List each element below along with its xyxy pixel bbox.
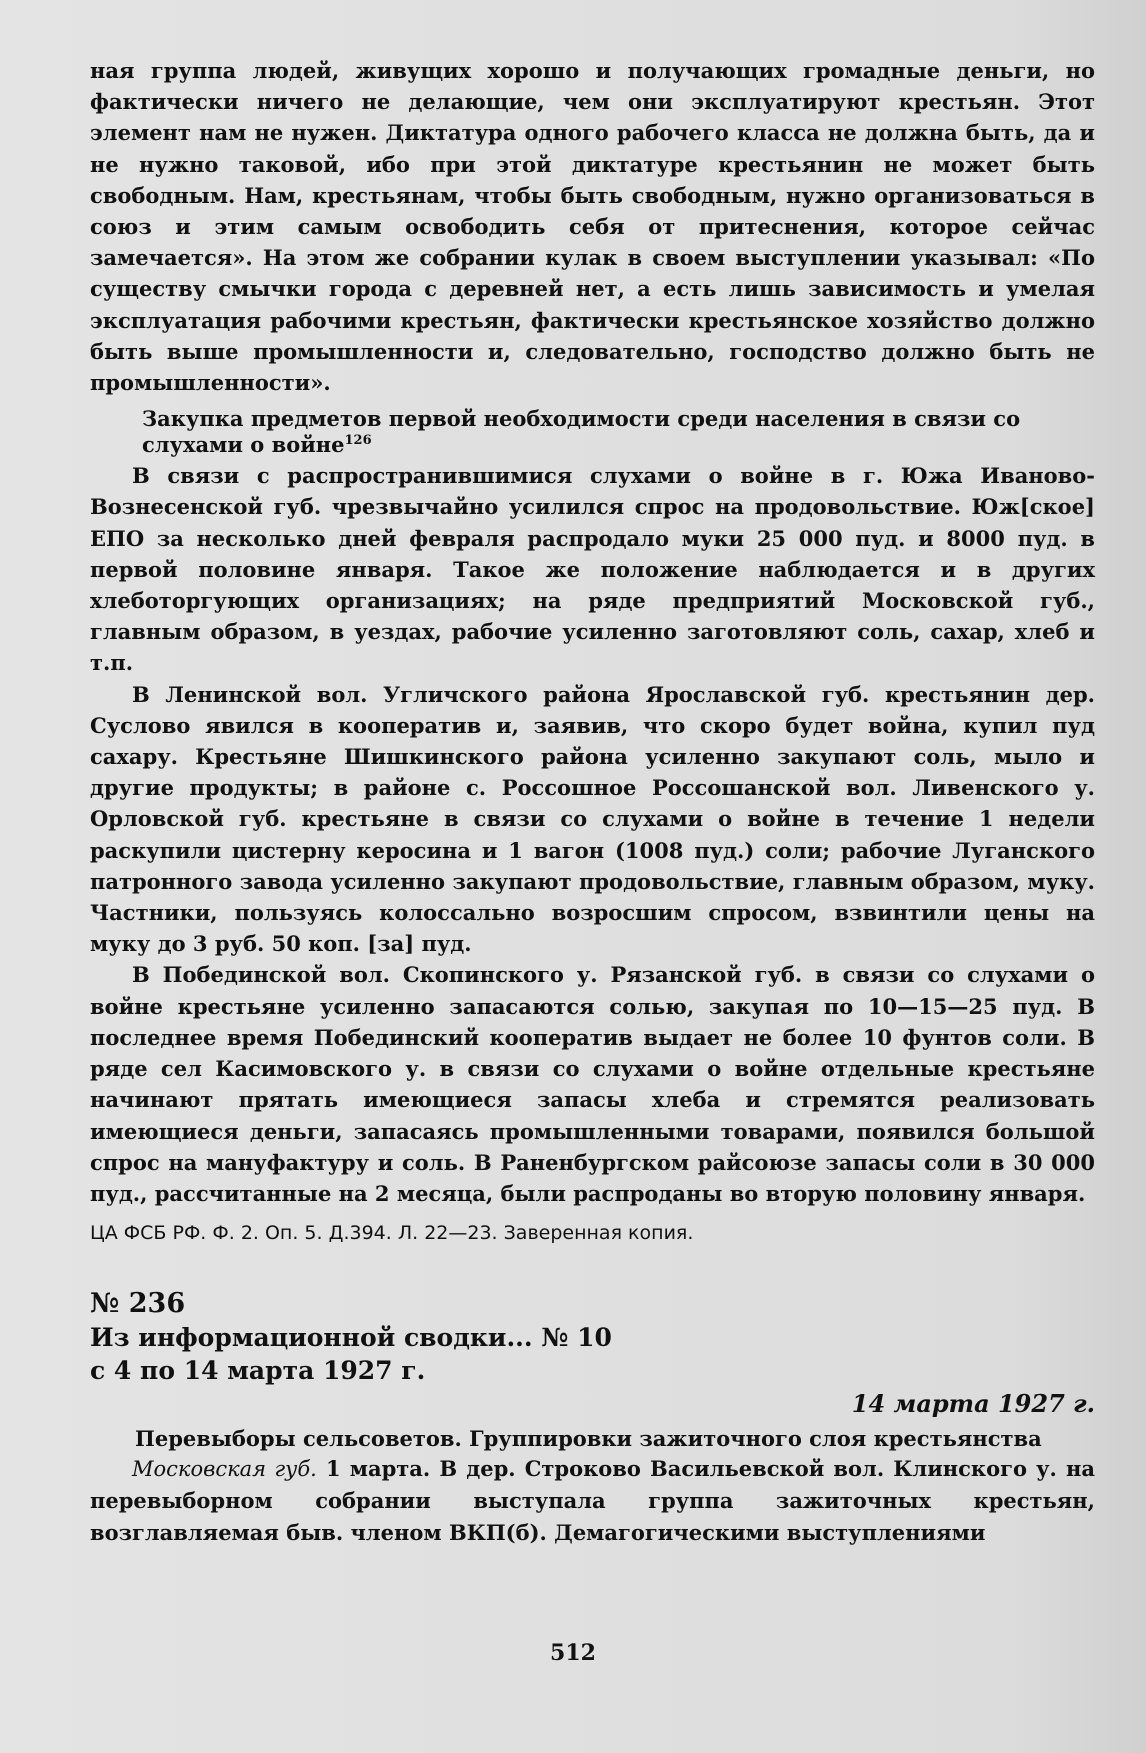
document-number: № 236 [90, 1288, 186, 1320]
document-page [90, 55, 1095, 1548]
archive-source: ЦА ФСБ РФ. Ф. 2. Оп. 5. Д.394. Л. 22—23. Заверенная копия. [90, 1222, 694, 1245]
footnote-ref: 126 [344, 433, 372, 449]
page-number: 512 [550, 1640, 596, 1666]
region-name: Московская губ. [132, 1457, 317, 1482]
paragraph-moscow [90, 1453, 1095, 1548]
paragraph: В Побединской вол. Скопинского у. Рязанской губ. в связи со слухами о войне крестьяне усиленно запасаются солью, закупая по 10—15—25 пуд. В последнее время Побединский кооператив выдает не более 10 фунтов соли. В ряде сел Касимовского у. в связи со слухами о войне отдельные крестьяне начинают прятать имеющиеся запасы хлеба и стремятся реализовать имеющиеся деньги, запасаясь промышленными товарами, появился большой спрос на мануфактуру и соль. В Раненбургском райсоюзе запасы соли в 30 000 пуд., рассчитанные на 2 месяца, были распроданы во вторую половину января. [90, 962, 1095, 1206]
section-heading-2: Перевыборы сельсоветов. Группировки зажиточного слоя крестьянства [135, 1426, 1042, 1452]
paragraph-moscow-text: 1 марта. В дер. Строково Васильевской вол. Клинского у. на перевыборном собрании выступала группа зажиточных крестьян, возглавляемая быв. членом ВКП(б). Демагогическими выступлениями [90, 1456, 1095, 1545]
document-date: 14 марта 1927 г. [851, 1389, 1095, 1419]
document-title-line2: с 4 по 14 марта 1927 г. [90, 1356, 426, 1386]
paragraph: В Ленинской вол. Угличского района Ярославской губ. крестьянин дер. Суслово явился в кооператив и, заявив, что скоро будет война, купил пуд сахару. Крестьяне Шишкинского района усиленно закупают соль, мыло и другие продукты; в районе с. Россошное Россошанской вол. Ливенского у. Орловской губ. крестьяне в связи со слухами о войне в течение 1 недели раскупили цистерну керосина и 1 вагон (1008 пуд.) соли; рабочие Луганского патронного завода усиленно закупают продовольствие, главным образом, муку. Частники, пользуясь колоссально возросшим спросом, взвинтили цены на муку до 3 руб. 50 коп. [за] пуд. [90, 681, 1095, 957]
document-title-line1: Из информационной сводки... № 10 [90, 1323, 612, 1353]
section-heading [142, 406, 1095, 458]
section-heading-text: Закупка предметов первой необходимости среди населения в связи со слухами о войне [142, 406, 1021, 458]
paragraph: В связи с распространившимися слухами о войне в г. Южа Иваново-Вознесенской губ. чрезвычайно усилился спрос на продовольствие. Юж[ское] ЕПО за несколько дней февраля распродало муки 25 000 пуд. и 8000 пуд. в первой половине января. Такое же положение наблюдается и в других хлеботоргующих организациях; на ряде предприятий Московской губ., главным образом, в уездах, рабочие усиленно заготовляют соль, сахар, хлеб и т.п. [90, 463, 1095, 676]
paragraph-top: ная группа людей, живущих хорошо и получающих громадные деньги, но фактически ничего не делающие, чем они эксплуатируют крестьян. Этот элемент нам не нужен. Диктатура одного рабочего класса не должна быть, да и не нужно таковой, ибо при этой диктатуре крестьянин не может быть свободным. Нам, крестьянам, чтобы быть свободным, нужно организоваться в союз и этим самым освободить себя от притеснения, которое сейчас замечается». На этом же собрании кулак в своем выступлении указывал: «По существу смычки города с деревней нет, а есть лишь зависимость и умелая эксплуатация рабочими крестьян, фактически крестьянское хозяйство должно быть выше промышленности и, следовательно, господство должно быть не промышленности». [90, 58, 1095, 396]
